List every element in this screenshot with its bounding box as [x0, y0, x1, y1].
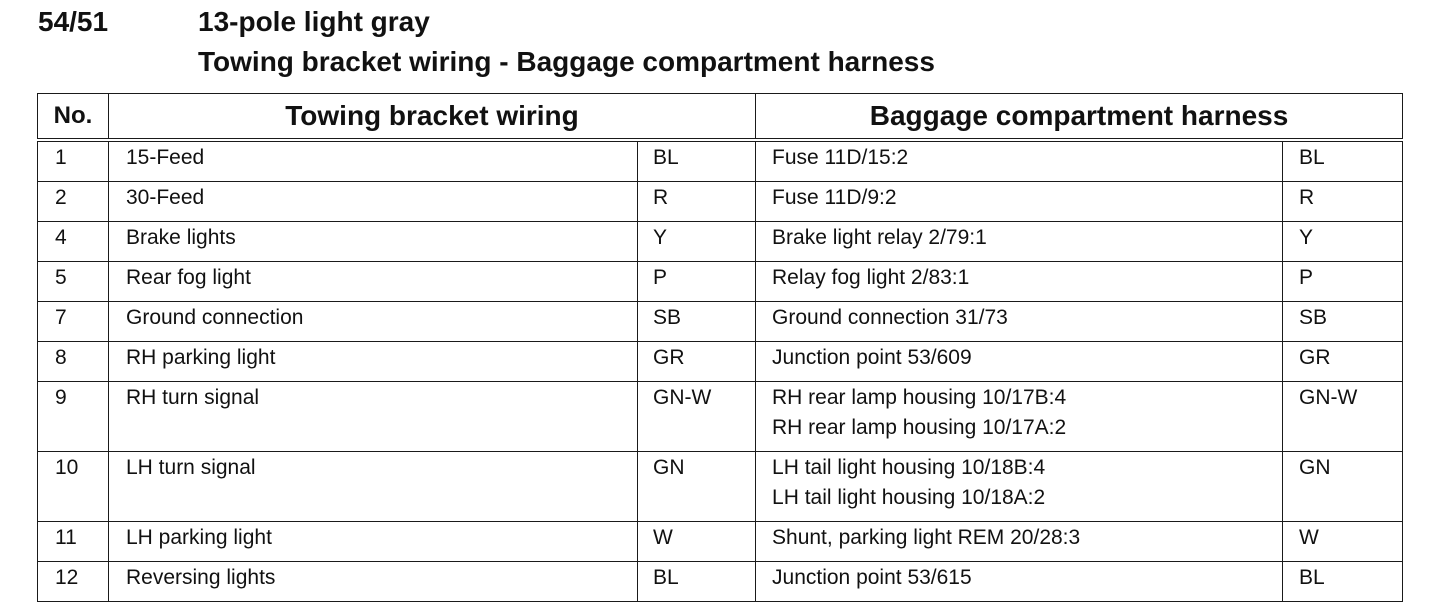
destination-line: Shunt, parking light REM 20/28:3	[772, 526, 1081, 549]
table-row	[38, 562, 1403, 602]
harness-destination	[756, 562, 1283, 602]
table-row	[38, 140, 1403, 182]
pin-number: 10	[38, 452, 109, 522]
harness-destination	[756, 182, 1283, 222]
towing-wire-color: P	[638, 262, 756, 302]
destination-line: Fuse 11D/15:2	[772, 146, 909, 169]
harness-wire-color: BL	[1283, 140, 1403, 182]
destination-line: RH rear lamp housing 10/17A:2	[772, 416, 1067, 439]
harness-wire-color: Y	[1283, 222, 1403, 262]
towing-function: 15-Feed	[109, 140, 638, 182]
towing-wire-color: GN-W	[638, 382, 756, 452]
column-header-no: No.	[38, 94, 109, 141]
harness-destination	[756, 342, 1283, 382]
towing-function: Brake lights	[109, 222, 638, 262]
towing-function: RH parking light	[109, 342, 638, 382]
towing-wire-color: Y	[638, 222, 756, 262]
table-row	[38, 342, 1403, 382]
towing-wire-color: GR	[638, 342, 756, 382]
column-header-baggage: Baggage compartment harness	[756, 94, 1403, 141]
towing-function: Ground connection	[109, 302, 638, 342]
connector-number: 54/51	[38, 6, 109, 37]
table-row	[38, 222, 1403, 262]
page-title: Towing bracket wiring - Baggage compartment harness	[198, 46, 935, 77]
towing-function: Reversing lights	[109, 562, 638, 602]
harness-destination	[756, 262, 1283, 302]
destination-line: Fuse 11D/9:2	[772, 186, 897, 209]
connector-description: 13-pole light gray	[198, 6, 430, 37]
table-row	[38, 452, 1403, 522]
harness-destination	[756, 140, 1283, 182]
towing-function: RH turn signal	[109, 382, 638, 452]
harness-destination	[756, 302, 1283, 342]
towing-wire-color: BL	[638, 140, 756, 182]
pin-number: 9	[38, 382, 109, 452]
towing-function: Rear fog light	[109, 262, 638, 302]
towing-wire-color: GN	[638, 452, 756, 522]
destination-line: Junction point 53/615	[772, 566, 972, 589]
harness-wire-color: SB	[1283, 302, 1403, 342]
destination-line: LH tail light housing 10/18A:2	[772, 486, 1046, 509]
towing-wire-color: R	[638, 182, 756, 222]
column-header-towing: Towing bracket wiring	[109, 94, 756, 141]
table-row	[38, 262, 1403, 302]
table-row	[38, 182, 1403, 222]
harness-wire-color: GN-W	[1283, 382, 1403, 452]
pin-number: 7	[38, 302, 109, 342]
harness-wire-color: GR	[1283, 342, 1403, 382]
table-row	[38, 522, 1403, 562]
destination-line: Junction point 53/609	[772, 346, 972, 369]
harness-wire-color: BL	[1283, 562, 1403, 602]
towing-function: 30-Feed	[109, 182, 638, 222]
pin-number: 2	[38, 182, 109, 222]
pin-number: 12	[38, 562, 109, 602]
wiring-table	[37, 93, 1403, 602]
harness-destination	[756, 452, 1283, 522]
towing-wire-color: BL	[638, 562, 756, 602]
harness-wire-color: P	[1283, 262, 1403, 302]
pin-number: 4	[38, 222, 109, 262]
harness-wire-color: R	[1283, 182, 1403, 222]
towing-wire-color: W	[638, 522, 756, 562]
pin-number: 5	[38, 262, 109, 302]
destination-line: Relay fog light 2/83:1	[772, 266, 970, 289]
destination-line: LH tail light housing 10/18B:4	[772, 456, 1046, 479]
pin-number: 1	[38, 140, 109, 182]
harness-destination	[756, 382, 1283, 452]
table-row	[38, 382, 1403, 452]
towing-function: LH turn signal	[109, 452, 638, 522]
destination-line: Ground connection 31/73	[772, 306, 1008, 329]
harness-destination	[756, 522, 1283, 562]
pin-number: 11	[38, 522, 109, 562]
destination-line: RH rear lamp housing 10/17B:4	[772, 386, 1067, 409]
towing-function: LH parking light	[109, 522, 638, 562]
harness-wire-color: GN	[1283, 452, 1403, 522]
pin-number: 8	[38, 342, 109, 382]
table-header-row	[38, 94, 1403, 141]
harness-destination	[756, 222, 1283, 262]
table-row	[38, 302, 1403, 342]
towing-wire-color: SB	[638, 302, 756, 342]
destination-line: Brake light relay 2/79:1	[772, 226, 987, 249]
harness-wire-color: W	[1283, 522, 1403, 562]
